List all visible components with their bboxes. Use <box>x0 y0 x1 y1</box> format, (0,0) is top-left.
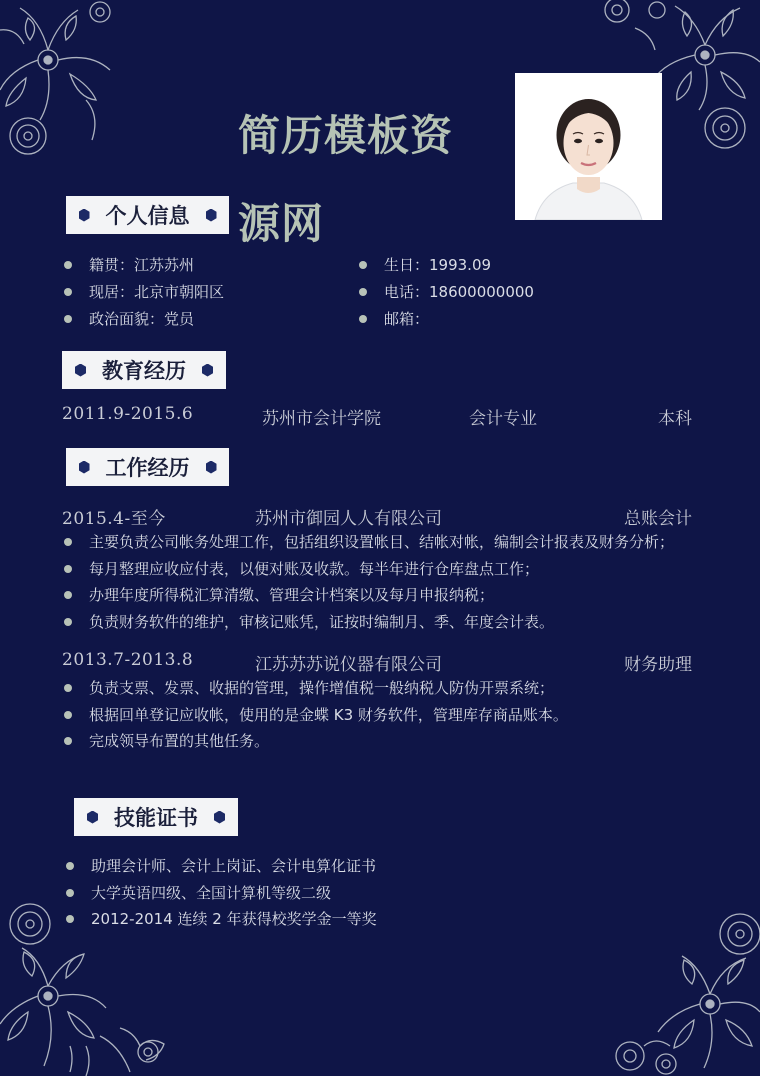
list-item: 助理会计师、会计上岗证、会计电算化证书 <box>62 853 377 880</box>
section-header-skills <box>74 798 238 836</box>
section-header-education <box>62 351 226 389</box>
work-company: 苏州市御园人人有限公司 <box>255 509 442 529</box>
info-birthday: 生日：1993.09 <box>355 254 491 275</box>
list-item: 根据回单登记应收帐，使用的是金蝶 K3 财务软件，管理库存商品账本。 <box>60 702 568 729</box>
section-title: 个人信息 <box>105 204 190 228</box>
section-title: 工作经历 <box>105 456 190 480</box>
section-title: 技能证书 <box>114 806 198 830</box>
list-item: 负责支票、发票、收据的管理，操作增值税一般纳税人防伪开票系统； <box>60 675 568 702</box>
work-period: 2013.7-2013.8 <box>62 650 194 670</box>
work-role: 总账会计 <box>624 509 692 529</box>
education-period: 2011.9-2015.6 <box>62 404 194 424</box>
work-duties-list <box>60 675 568 755</box>
info-email: 邮箱： <box>355 308 429 329</box>
list-item: 2012-2014 连续 2 年获得校奖学金一等奖 <box>62 906 377 933</box>
portrait-image <box>515 73 662 220</box>
resume-title: 简历模板资源网 <box>238 111 454 248</box>
hexagon-icon <box>79 461 90 474</box>
hexagon-icon <box>87 811 98 824</box>
info-political-status: 政治面貌：党员 <box>60 308 194 329</box>
list-item: 大学英语四级、全国计算机等级二级 <box>62 880 377 907</box>
skills-list <box>62 853 377 933</box>
work-row <box>62 504 692 528</box>
floral-ornament-bottom-right <box>600 896 760 1076</box>
work-period: 2015.4-至今 <box>62 509 166 529</box>
list-item: 每月整理应收应付表，以便对账及收款。每半年进行仓库盘点工作； <box>60 556 674 583</box>
profile-photo <box>515 73 662 220</box>
section-title: 教育经历 <box>102 359 186 383</box>
hexagon-icon <box>202 364 213 377</box>
section-header-work <box>66 448 229 486</box>
education-row <box>62 404 692 428</box>
section-header-personal-info <box>66 196 229 234</box>
hexagon-icon <box>214 811 225 824</box>
info-residence: 现居：北京市朝阳区 <box>60 281 224 302</box>
hexagon-icon <box>75 364 86 377</box>
list-item: 负责财务软件的维护，审核记账凭，证按时编制月、季、年度会计表。 <box>60 609 674 636</box>
info-phone: 电话：18600000000 <box>355 281 534 302</box>
list-item: 办理年度所得税汇算清缴、管理会计档案以及每月申报纳税； <box>60 582 674 609</box>
list-item: 主要负责公司帐务处理工作，包括组织设置帐目、结帐对帐，编制会计报表及财务分析； <box>60 529 674 556</box>
work-role: 财务助理 <box>624 655 692 675</box>
hexagon-icon <box>79 209 90 222</box>
education-degree: 本科 <box>658 409 692 429</box>
hexagon-icon <box>206 461 217 474</box>
list-item: 完成领导布置的其他任务。 <box>60 728 568 755</box>
info-hometown: 籍贯：江苏苏州 <box>60 254 194 275</box>
education-school: 苏州市会计学院 <box>262 409 381 429</box>
work-company: 江苏苏苏说仪器有限公司 <box>255 655 442 675</box>
hexagon-icon <box>206 209 217 222</box>
work-row <box>62 650 692 674</box>
floral-ornament-top-left <box>0 0 130 170</box>
work-duties-list <box>60 529 674 635</box>
education-major: 会计专业 <box>469 409 537 429</box>
